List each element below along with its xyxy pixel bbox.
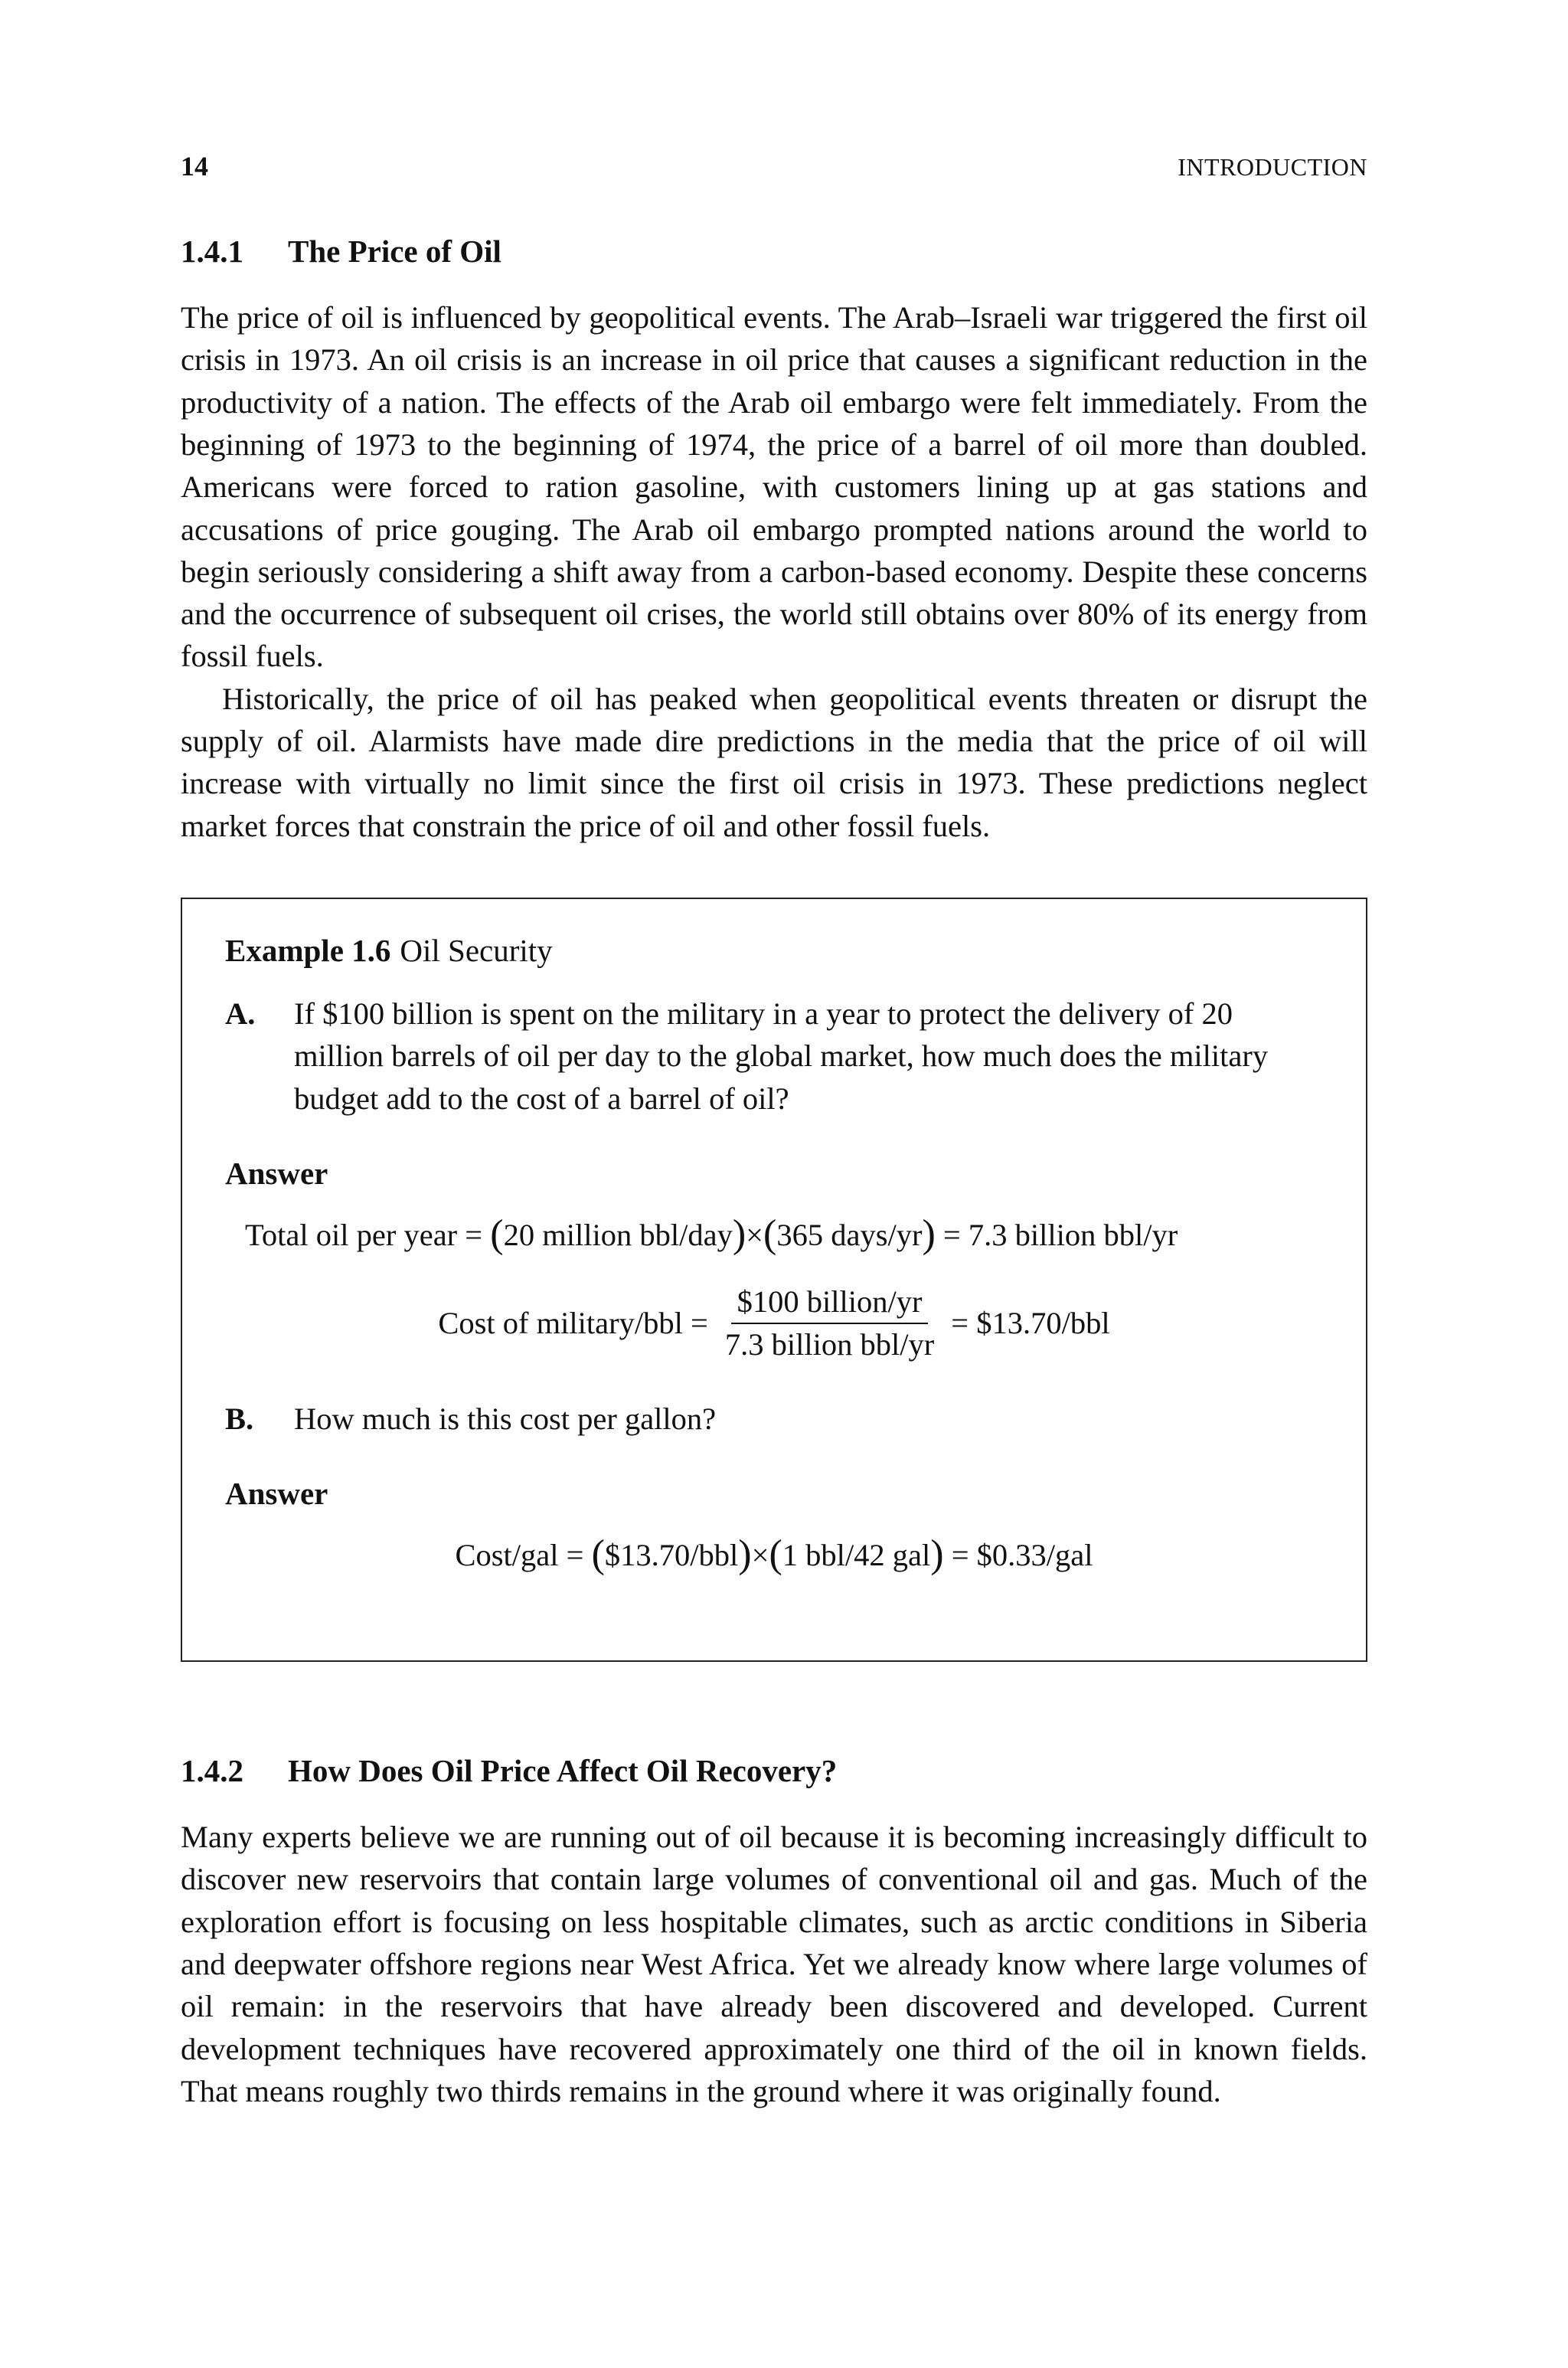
equation-lhs: Cost/gal =	[455, 1538, 584, 1573]
section-heading-price-of-oil	[181, 234, 1367, 269]
section-heading-oil-recovery	[181, 1754, 1367, 1788]
paragraph: Many experts believe we are running out of oil because it is becoming increasingly difficult to discover new reservoirs that contain large volumes of conventional oil and gas. Much of the exploration effort is focusing on less hospitable climates, such as arctic conditions in Siberia and deepwater offshore regions near West Africa. Yet we already know where large volumes of oil remain: in the reservoirs that have already been discovered and developed. Current development techniques have recovered approximately one third of the oil in known fields. That means roughly two thirds remains in the ground where it was originally found.	[181, 1820, 1367, 2108]
question-text: How much is this cost per gallon?	[294, 1401, 717, 1436]
equation-cost-per-gallon	[225, 1532, 1323, 1577]
equation-term: 20 million bbl/day	[503, 1217, 733, 1252]
fraction-numerator: $100 billion/yr	[731, 1283, 929, 1324]
question-a	[225, 993, 1323, 1120]
example-box	[181, 898, 1367, 1662]
close-paren: )	[922, 1212, 936, 1256]
example-name: Oil Security	[400, 932, 553, 968]
fraction-denominator: 7.3 billion bbl/yr	[724, 1326, 935, 1362]
section-title: How Does Oil Price Affect Oil Recovery?	[288, 1752, 838, 1788]
open-paren: (	[769, 1532, 782, 1577]
close-paren: )	[732, 1212, 746, 1256]
equation-rhs: = $0.33/gal	[951, 1538, 1093, 1573]
section-title: The Price of Oil	[288, 234, 501, 269]
section-number: 1.4.1	[181, 234, 243, 269]
page-number: 14	[181, 151, 208, 182]
times-sign: ×	[746, 1217, 764, 1252]
question-letter: B.	[225, 1401, 254, 1436]
close-paren: )	[930, 1532, 944, 1577]
equation-rhs: = 7.3 billion bbl/yr	[942, 1217, 1178, 1252]
running-head	[181, 150, 1367, 193]
open-paren: (	[763, 1212, 777, 1256]
equation-term: 1 bbl/42 gal	[782, 1538, 931, 1573]
question-text: If $100 billion is spent on the military in a year to protect the delivery of 20 million barrels of oil per day to the global market, how much does the military budget add to the cost of a barrel of oil?	[294, 996, 1269, 1116]
open-paren: (	[490, 1212, 504, 1256]
equation-rhs: = $13.70/bbl	[951, 1305, 1110, 1340]
section-number: 1.4.2	[181, 1752, 243, 1788]
times-sign: ×	[751, 1538, 769, 1573]
fraction	[719, 1283, 940, 1364]
answer-label: Answer	[225, 1155, 328, 1191]
equation-term: $13.70/bbl	[604, 1538, 739, 1573]
open-paren: (	[591, 1532, 605, 1577]
equation-lhs: Total oil per year =	[245, 1217, 483, 1252]
paragraph: Historically, the price of oil has peaked when geopolitical events threaten or disrupt the supply of oil. Alarmists have made dire predictions in the media that the price of oil will increase with virtually no limit since the first oil crisis in 1973. These predictions neglect market forces that constrain the price of oil and other fossil fuels.	[181, 681, 1367, 843]
question-b	[225, 1398, 1323, 1440]
equation-term: 365 days/yr	[776, 1217, 923, 1252]
equation-total-oil	[225, 1212, 1323, 1257]
equation-cost-per-bbl	[225, 1283, 1323, 1364]
close-paren: )	[738, 1532, 752, 1577]
example-title	[225, 930, 1323, 971]
example-label: Example 1.6	[225, 932, 391, 968]
answer-label: Answer	[225, 1476, 328, 1512]
question-letter: A.	[225, 996, 256, 1031]
book-page	[181, 150, 1367, 2112]
running-title: INTRODUCTION	[1178, 153, 1367, 181]
equation-lhs: Cost of military/bbl =	[438, 1305, 708, 1340]
paragraph: The price of oil is influenced by geopolitical events. The Arab–Israeli war triggered the first oil crisis in 1973. An oil crisis is an increase in oil price that causes a significant reduction in the productivity of a nation. The effects of the Arab oil embargo were felt immediately. From the beginning of 1973 to the beginning of 1974, the price of a barrel of oil more than doubled. Americans were forced to ration gasoline, with customers lining up at gas stations and accusations of price gouging. The Arab oil embargo prompted nations around the world to begin seriously considering a shift away from a carbon-based economy. Despite these concerns and the occurrence of subsequent oil crises, the world still obtains over 80% of its energy from fossil fuels.	[181, 300, 1367, 674]
